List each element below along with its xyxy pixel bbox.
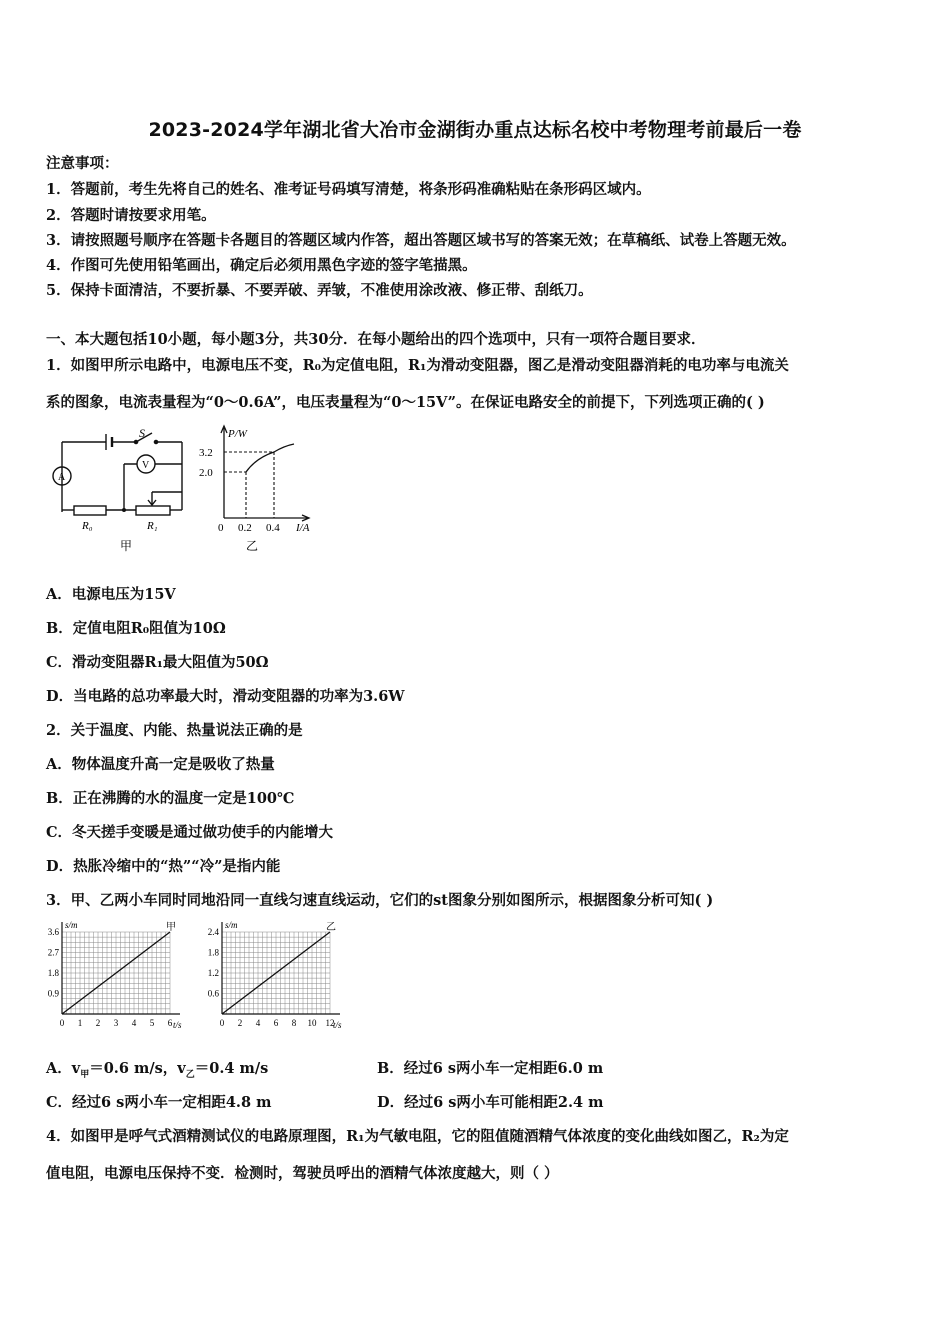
x-tick-label: 2 <box>95 1018 101 1028</box>
y-tick-label: 1.8 <box>207 947 219 958</box>
q2-stem: 2．关于温度、内能、热量说法正确的是 <box>46 722 303 739</box>
q3-chart-jia <box>40 918 190 1030</box>
x-tick-label: 2 <box>237 1018 243 1028</box>
x-tick-label: 10 <box>307 1018 317 1028</box>
q1-option-a: A．电源电压为15V <box>46 586 176 603</box>
notice-item: 4．作图可先使用铅笔画出，确定后必须用黑色字迹的签字笔描黑。 <box>46 257 477 274</box>
voltmeter-label: V <box>142 460 150 471</box>
y-tick: 3.2 <box>199 447 213 459</box>
page-title: 2023-2024学年湖北省大冶市金湖街办重点达标名校中考物理考前最后一卷 <box>148 119 802 141</box>
graph-caption: 乙 <box>246 539 259 553</box>
chart-title: 乙 <box>326 922 336 933</box>
y-tick-label: 2.4 <box>207 927 219 937</box>
q1-option-b: B．定值电阻R₀阻值为10Ω <box>46 620 226 637</box>
graph-xlabel: I/A <box>296 522 310 534</box>
q2-option-c: C．冬天搓手变暖是通过做功使手的内能增大 <box>46 824 334 841</box>
x-tick-label: 0 <box>59 1018 65 1028</box>
x-tick-label: 12 <box>325 1018 335 1028</box>
axis-xlabel: t/s <box>333 1020 342 1030</box>
y-tick-label: 3.6 <box>47 927 59 937</box>
r1-label: R₁ <box>147 520 158 532</box>
x-tick-label: 3 <box>113 1018 119 1028</box>
q3-chart-yi <box>200 918 355 1030</box>
q1-stem-line1: 1．如图甲所示电路中，电源电压不变，R₀为定值电阻，R₁为滑动变阻器，图乙是滑动变阻器消耗的电功率与电流关 <box>46 357 789 374</box>
x-tick-label: 4 <box>131 1018 137 1028</box>
q1-option-d: D．当电路的总功率最大时，滑动变阻器的功率为3.6W <box>46 688 405 705</box>
q2-option-a: A．物体温度升高一定是吸收了热量 <box>46 756 275 773</box>
r0-label: R₀ <box>82 520 93 532</box>
x-tick: 0.2 <box>238 522 252 534</box>
notice-item: 1．答题前，考生先将自己的姓名、准考证号码填写清楚，将条形码准确粘贴在条形码区域内。 <box>46 181 651 198</box>
y-tick-label: 0.9 <box>47 988 59 999</box>
q1-power-graph <box>196 422 326 557</box>
axis-ylabel: s/m <box>65 920 78 930</box>
ammeter-label: A <box>58 472 66 483</box>
notice-item: 5．保持卡面清洁，不要折暴、不要弄破、弄皱，不准使用涂改液、修正带、刮纸刀。 <box>46 282 593 299</box>
x-tick: 0 <box>218 522 224 534</box>
y-tick-label: 1.8 <box>47 968 59 978</box>
q3-option-c: C．经过6 s两小车一定相距4.8 m <box>46 1094 272 1111</box>
x-tick-label: 5 <box>149 1018 155 1028</box>
q3-option-d: D．经过6 s两小车可能相距2.4 m <box>377 1094 604 1111</box>
q2-option-d: D．热胀冷缩中的“热”“冷”是指内能 <box>46 858 281 875</box>
y-tick: 2.0 <box>199 467 213 479</box>
graph-ylabel: P/W <box>228 428 247 440</box>
x-tick-label: 1 <box>77 1018 83 1028</box>
notice-heading: 注意事项： <box>46 155 119 172</box>
q2-option-b: B．正在沸腾的水的温度一定是100℃ <box>46 790 295 807</box>
x-tick-label: 8 <box>291 1018 297 1028</box>
switch-label: S <box>139 426 145 440</box>
axis-ylabel: s/m <box>225 920 238 930</box>
x-tick-label: 4 <box>255 1018 261 1028</box>
x-tick: 0.4 <box>266 522 280 534</box>
q1-circuit-diagram <box>44 422 194 557</box>
q3-stem: 3．甲、乙两小车同时同地沿同一直线匀速直线运动，它们的st图象分别如图所示，根据图象分析可知( ) <box>46 892 714 909</box>
y-tick-label: 1.2 <box>207 968 219 978</box>
section-heading: 一、本大题包括10小题，每小题3分，共30分．在每小题给出的四个选项中，只有一项符合题目要求． <box>46 331 706 348</box>
circuit-caption: 甲 <box>120 539 133 553</box>
y-tick-label: 2.7 <box>47 947 59 958</box>
notice-item: 2．答题时请按要求用笔。 <box>46 207 216 224</box>
q4-stem-line1: 4．如图甲是呼气式酒精测试仪的电路原理图，R₁为气敏电阻，它的阻值随酒精气体浓度的变化曲线如图乙，R₂为定 <box>46 1128 789 1145</box>
q1-option-c: C．滑动变阻器R₁最大阻值为50Ω <box>46 654 269 671</box>
x-tick-label: 6 <box>167 1018 173 1028</box>
notice-item: 3．请按照题号顺序在答题卡各题目的答题区域内作答，超出答题区域书写的答案无效；在草稿纸、试卷上答题无效。 <box>46 232 796 249</box>
q4-stem-line2: 值电阻，电源电压保持不变．检测时，驾驶员呼出的酒精气体浓度越大，则（ ） <box>46 1165 559 1182</box>
axis-xlabel: t/s <box>173 1020 182 1030</box>
q3-option-b: B．经过6 s两小车一定相距6.0 m <box>377 1060 604 1077</box>
q3-option-a: A．$v_甲=0.6$ m/s，$v_乙=0.4$ m/s <box>46 1060 269 1080</box>
q1-stem-line2: 系的图象，电流表量程为“0～0.6A”，电压表量程为“0～15V”。在保证电路安全的前提下，下列选项正确的( ) <box>46 394 765 411</box>
x-tick-label: 0 <box>219 1018 225 1028</box>
chart-title: 甲 <box>166 922 176 933</box>
x-tick-label: 6 <box>273 1018 279 1028</box>
y-tick-label: 0.6 <box>207 988 219 999</box>
